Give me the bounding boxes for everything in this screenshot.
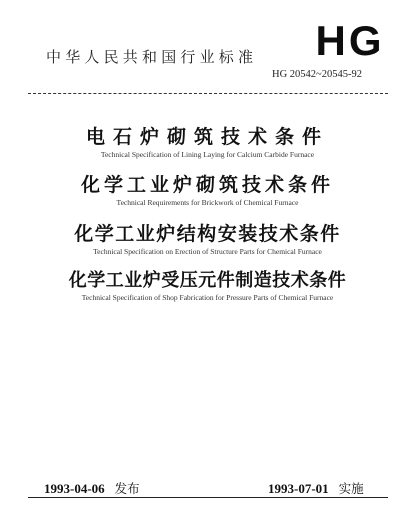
standard-number: HG 20542~20545-92 xyxy=(272,69,362,80)
title-chinese: 化学工业炉受压元件制造技术条件 xyxy=(68,270,347,291)
title-block-4 xyxy=(0,272,415,302)
title-chinese: 化学工业炉砌筑技术条件 xyxy=(80,174,334,196)
title-chinese: 电石炉砌筑技术条件 xyxy=(85,126,329,148)
title-chinese: 化学工业炉结构安装技术条件 xyxy=(74,223,341,245)
standard-category: 中华人民共和国行业标准 xyxy=(46,48,258,66)
bottom-divider xyxy=(28,497,388,498)
title-block-2 xyxy=(0,176,415,207)
title-block-1 xyxy=(0,128,415,159)
title-english: Technical Requirements for Brickwork of Chemical Furnace xyxy=(116,198,299,207)
implement-date-line xyxy=(268,478,364,497)
title-english: Technical Specification of Lining Laying for Calcium Carbide Furnace xyxy=(100,150,315,159)
top-divider xyxy=(28,93,388,94)
issue-label: 发布 xyxy=(114,481,140,496)
implement-date: 1993-07-01 xyxy=(268,481,329,496)
title-english: Technical Specification on Erection of Structure Parts for Chemical Furnace xyxy=(93,247,322,256)
issue-date: 1993-04-06 xyxy=(44,481,105,496)
title-english: Technical Specification of Shop Fabrication for Pressure Parts of Chemical Furnace xyxy=(81,293,334,302)
hg-logo: HG xyxy=(315,17,385,64)
implement-label: 实施 xyxy=(338,481,364,496)
issue-date-line xyxy=(44,478,140,497)
title-block-3 xyxy=(0,225,415,256)
